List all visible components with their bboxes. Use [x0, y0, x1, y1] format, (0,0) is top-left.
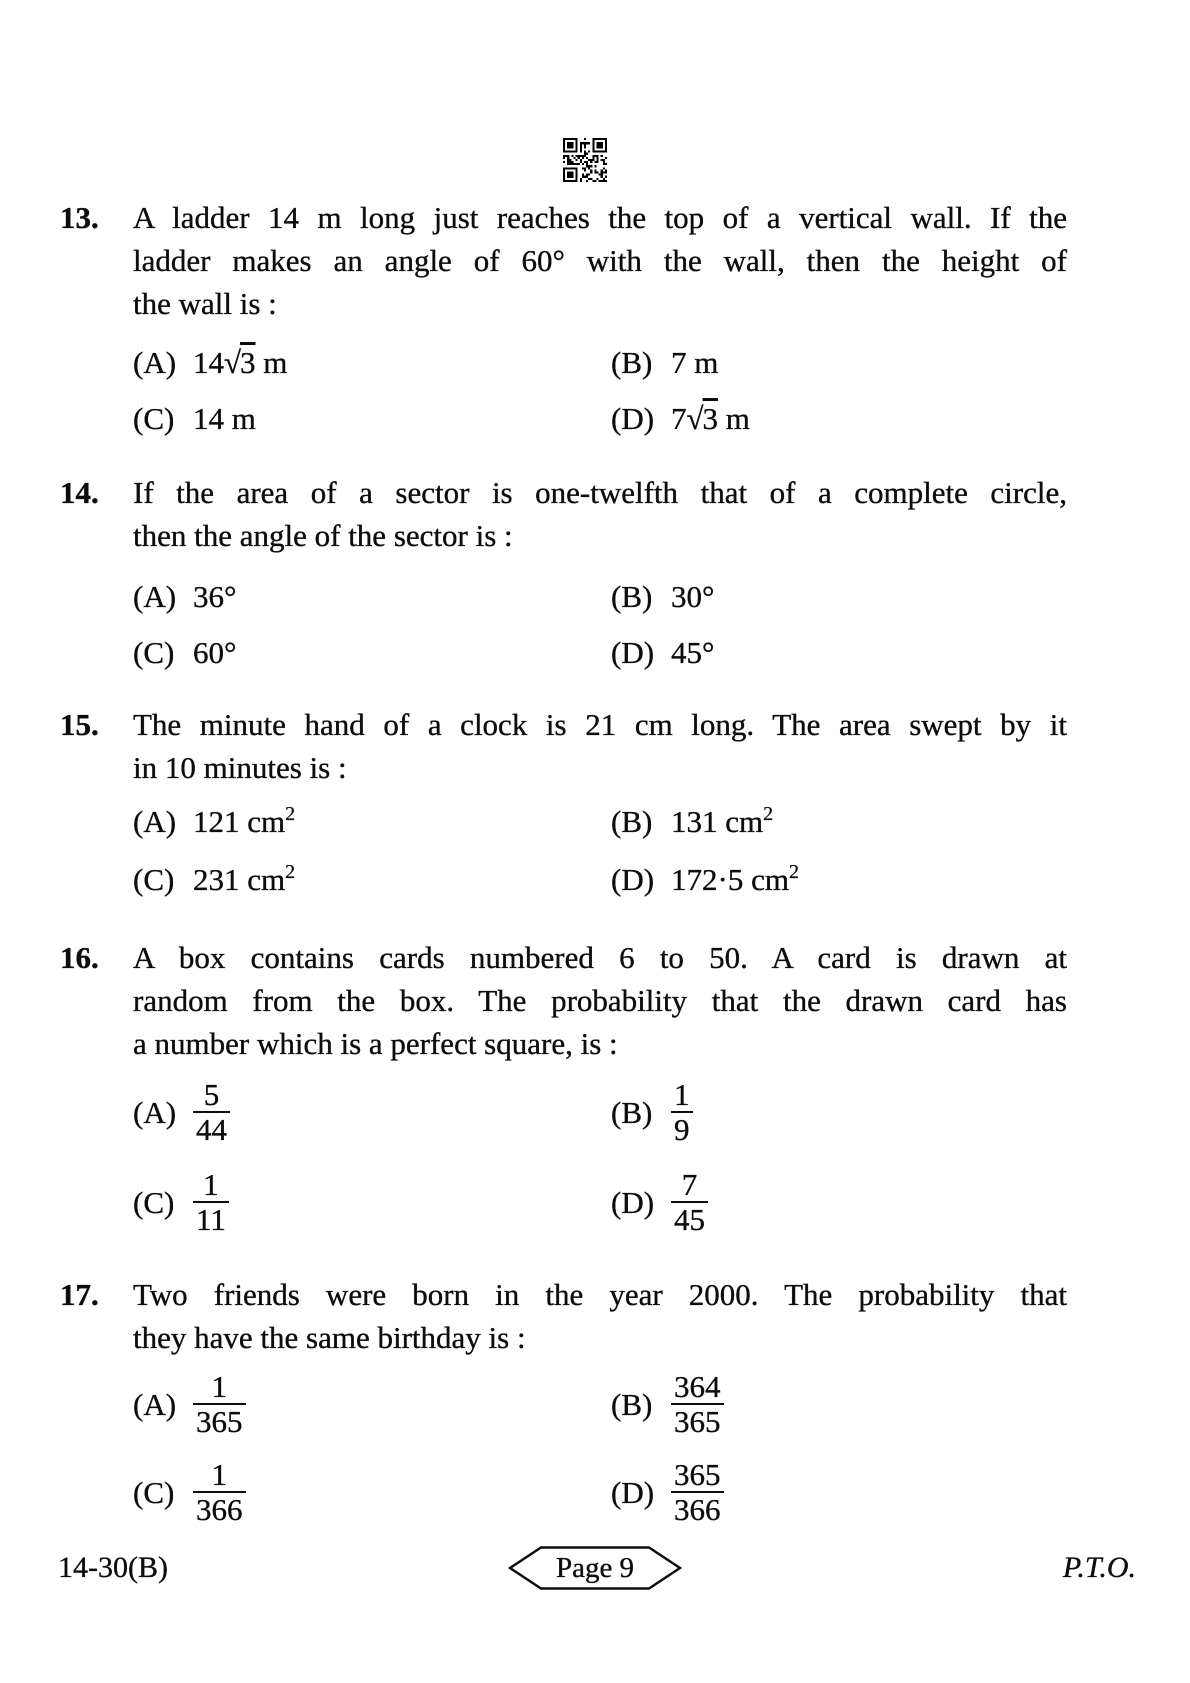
question-number: 15.	[60, 707, 99, 742]
option-value: 30°	[671, 579, 715, 614]
option-row	[133, 1368, 1070, 1440]
question-line: A ladder 14 m long just reaches the top of a vertical wall. If the	[133, 200, 1067, 235]
radical-sign: √	[686, 401, 703, 436]
fraction: $\frac{5}{44}$	[193, 1078, 230, 1146]
option-row	[133, 1456, 1070, 1528]
option-row	[133, 800, 1070, 843]
option-d	[611, 858, 799, 901]
option-label: (D)	[611, 862, 655, 897]
question-number: 14.	[60, 475, 99, 510]
option-a	[133, 1076, 230, 1148]
option-b	[611, 341, 718, 384]
option-row	[133, 397, 1070, 440]
option-c	[133, 631, 236, 674]
option-row	[133, 1076, 1070, 1148]
option-value: 14√3 m	[193, 345, 288, 380]
option-a	[133, 1368, 246, 1440]
question-number: 13.	[60, 200, 99, 235]
fraction: $\frac{1}{9}$	[671, 1078, 693, 1146]
option-label: (D)	[611, 401, 655, 436]
option-label: (B)	[611, 345, 653, 380]
pto-label: P.T.O.	[1062, 1551, 1136, 1584]
option-label: (D)	[611, 1184, 655, 1220]
question-line: then the angle of the sector is :	[133, 518, 513, 553]
option-row	[133, 1166, 1070, 1238]
option-value: 60°	[193, 635, 237, 670]
option-value: 14 m	[193, 401, 256, 436]
option-row	[133, 341, 1070, 384]
question-line: If the area of a sector is one-twelfth that of a complete circle,	[133, 475, 1067, 510]
page-number-badge	[508, 1546, 682, 1590]
option-label: (B)	[611, 1094, 653, 1130]
option-row	[133, 631, 1070, 674]
option-label: (C)	[133, 862, 175, 897]
option-row	[133, 575, 1070, 618]
option-c	[133, 858, 295, 901]
fraction: $\frac{1}{11}$	[193, 1168, 229, 1236]
question-number: 16.	[60, 940, 99, 975]
question-line: ladder makes an angle of 60° with the wall, then the height of	[133, 243, 1067, 278]
option-label: (C)	[133, 1474, 175, 1510]
option-label: (C)	[133, 1184, 175, 1220]
option-label: (A)	[133, 579, 177, 614]
question-line: A box contains cards numbered 6 to 50. A card is drawn at	[133, 940, 1067, 975]
option-value: 121 $cm^2$	[193, 803, 296, 839]
fraction: $\frac{1}{366}$	[193, 1458, 246, 1526]
option-label: (C)	[133, 401, 175, 436]
question-line: the wall is :	[133, 286, 277, 321]
question-16	[60, 936, 1070, 1246]
option-label: (A)	[133, 1094, 177, 1130]
option-value: 45°	[671, 635, 715, 670]
option-d	[611, 631, 714, 674]
question-line: random from the box. The probability that the drawn card has	[133, 983, 1067, 1018]
option-c	[133, 1456, 246, 1528]
option-label: (A)	[133, 804, 177, 839]
option-c	[133, 1166, 229, 1238]
qr-code	[562, 138, 608, 182]
option-a	[133, 341, 287, 384]
option-b	[611, 1076, 693, 1148]
option-value: 7 m	[671, 345, 719, 380]
option-value: 231 $cm^2$	[193, 861, 296, 897]
option-label: (C)	[133, 635, 175, 670]
option-d	[611, 1166, 708, 1238]
option-label: (A)	[133, 1386, 177, 1422]
option-label: (D)	[611, 1474, 655, 1510]
page-footer	[0, 1544, 1190, 1592]
option-a	[133, 575, 236, 618]
paper-code: 14-30(B)	[58, 1551, 168, 1584]
option-label: (B)	[611, 1386, 653, 1422]
option-value: 131 $cm^2$	[671, 803, 774, 839]
option-label: (B)	[611, 579, 653, 614]
question-line: Two friends were born in the year 2000. The probability that	[133, 1277, 1067, 1312]
option-value: 172·5 $cm^2$	[671, 861, 799, 897]
page-number-label: Page 9	[555, 1551, 635, 1584]
fraction: $\frac{7}{45}$	[671, 1168, 708, 1236]
question-14	[60, 471, 1070, 681]
question-17	[60, 1273, 1070, 1533]
question-13	[60, 196, 1070, 446]
option-b	[611, 800, 773, 843]
question-line: The minute hand of a clock is 21 cm long. The area swept by it	[133, 707, 1067, 742]
question-line: they have the same birthday is :	[133, 1320, 526, 1355]
option-d	[611, 1456, 724, 1528]
fraction: $\frac{364}{365}$	[671, 1370, 724, 1438]
option-a	[133, 800, 295, 843]
option-row	[133, 858, 1070, 901]
option-b	[611, 1368, 724, 1440]
fraction: $\frac{365}{366}$	[671, 1458, 724, 1526]
option-c	[133, 397, 256, 440]
option-label: (D)	[611, 635, 655, 670]
option-value: 7√3 m	[671, 401, 750, 436]
fraction: $\frac{1}{365}$	[193, 1370, 246, 1438]
option-b	[611, 575, 714, 618]
option-d	[611, 397, 750, 440]
option-value: 36°	[193, 579, 237, 614]
radical-sign: √	[224, 345, 241, 380]
question-line: a number which is a perfect square, is :	[133, 1026, 618, 1061]
option-label: (A)	[133, 345, 177, 380]
question-number: 17.	[60, 1277, 99, 1312]
option-label: (B)	[611, 804, 653, 839]
question-line: in 10 minutes is :	[133, 750, 347, 785]
question-15	[60, 703, 1070, 913]
